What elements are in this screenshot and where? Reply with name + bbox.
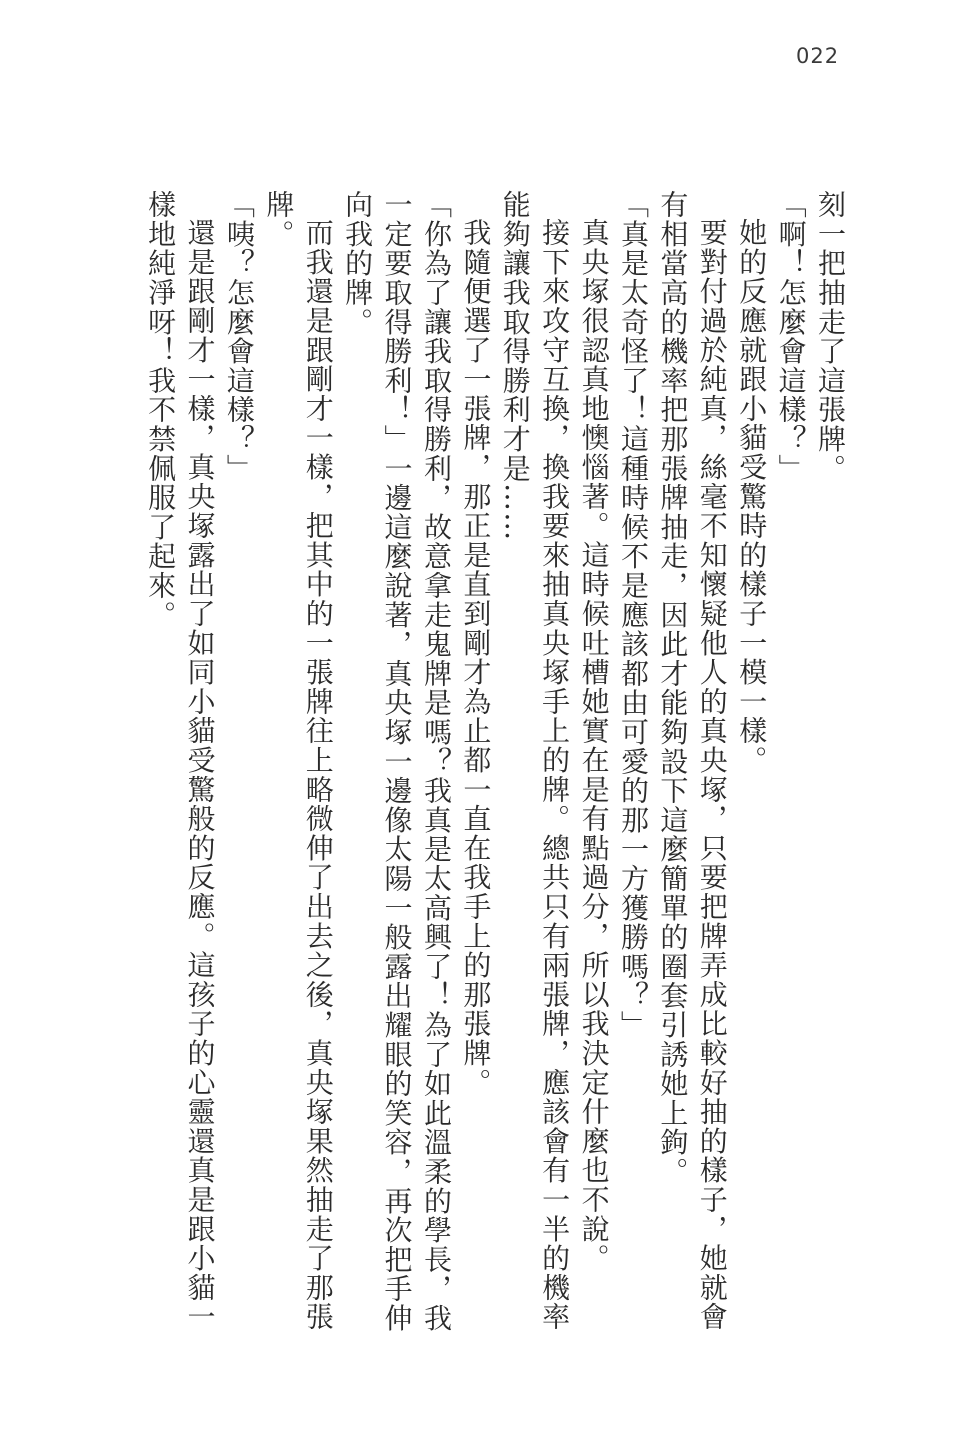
paragraph: 「真是太奇怪了！這種時候不是應該都由可愛的那一方獲勝嗎？」 — [616, 190, 650, 1040]
paragraph: 「咦？怎麼會這樣？」 — [222, 190, 256, 483]
paragraph: 她的反應就跟小貓受驚時的樣子一模一樣。 — [735, 218, 769, 775]
paragraph: 還是跟剛才一樣，真央塚露出了如同小貓受驚般的反應。這孩子的心靈還真是跟小貓一樣地純淨呀！我不禁佩服了起來。 — [144, 190, 217, 1332]
novel-text-body — [140, 190, 850, 1350]
page-number: 022 — [796, 44, 840, 68]
paragraph: 我隨便選了一張牌，那正是直到剛才為止都一直在我手上的那張牌。 — [459, 218, 493, 1097]
paragraph: 「啊！怎麼會這樣？」 — [774, 190, 808, 483]
paragraph: 真央塚很認真地懊惱著。這時候吐槽她實在是有點過分，所以我決定什麼也不說。 — [577, 218, 611, 1273]
paragraph: 刻一把抽走了這張牌。 — [814, 190, 847, 483]
paragraph: 而我還是跟剛才一樣，把其中的一張牌往上略微伸了出去之後，真央塚果然抽走了那張牌。 — [262, 190, 335, 1332]
paragraph: 接下來攻守互換，換我要來抽真央塚手上的牌。總共只有兩張牌，應該會有一半的機率能夠讓我取得勝利才是…… — [498, 190, 572, 1332]
paragraph: 「你為了讓我取得勝利，故意拿走鬼牌是嗎？我真是太高興了！為了如此溫柔的學長，我一定要取得勝利！」一邊這麼說著，真央塚一邊像太陽一般露出耀眼的笑容，再次把手伸向我的牌。 — [341, 190, 453, 1333]
paragraph: 要對付過於純真，絲毫不知懷疑他人的真央塚，只要把牌弄成比較好抽的樣子，她就會有相當高的機率把那張牌抽走，因此才能夠設下這麼簡單的圈套引誘她上鉤。 — [656, 190, 729, 1332]
